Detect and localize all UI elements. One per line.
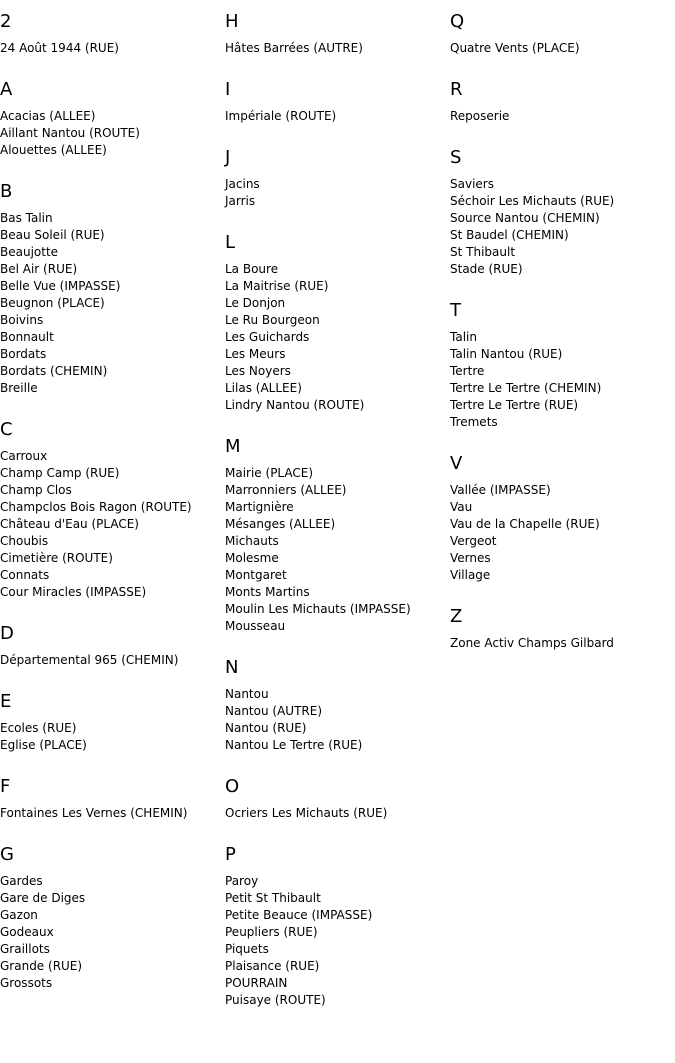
index-column xyxy=(0,10,225,1013)
letter-section xyxy=(450,605,675,652)
street-list xyxy=(225,176,450,210)
street-item: Petit St Thibault xyxy=(225,891,321,905)
street-list xyxy=(0,448,225,601)
street-item: Alouettes (ALLEE) xyxy=(0,143,107,157)
street-item: Bas Talin xyxy=(0,211,53,225)
letter-heading: M xyxy=(225,436,241,457)
letter-heading: 2 xyxy=(0,11,12,32)
street-list xyxy=(225,108,450,125)
letter-section xyxy=(450,78,675,125)
street-item: Beugnon (PLACE) xyxy=(0,296,105,310)
index-column xyxy=(225,10,450,1030)
street-list xyxy=(225,805,450,822)
letter-section xyxy=(0,690,225,754)
street-item: Champ Clos xyxy=(0,483,72,497)
street-item: Breille xyxy=(0,381,38,395)
letter-heading: J xyxy=(225,147,231,168)
street-item: Grossots xyxy=(0,976,53,990)
letter-section xyxy=(0,843,225,992)
street-item: Mésanges (ALLEE) xyxy=(225,517,336,531)
street-item: Lilas (ALLEE) xyxy=(225,381,302,395)
street-list xyxy=(0,873,225,992)
street-list xyxy=(225,686,450,754)
street-item: Vergeot xyxy=(450,534,497,548)
street-item: Zone Activ Champs Gilbard xyxy=(450,636,614,650)
street-item: Jarris xyxy=(225,194,256,208)
street-item: Carroux xyxy=(0,449,48,463)
street-item: Nantou (AUTRE) xyxy=(225,704,323,718)
street-item: Ecoles (RUE) xyxy=(0,721,77,735)
street-item: Godeaux xyxy=(0,925,54,939)
street-item: Les Guichards xyxy=(225,330,310,344)
street-item: Départemental 965 (CHEMIN) xyxy=(0,653,179,667)
letter-heading: C xyxy=(0,419,13,440)
street-item: Tertre Le Tertre (RUE) xyxy=(450,398,579,412)
street-item: Château d'Eau (PLACE) xyxy=(0,517,139,531)
street-item: Piquets xyxy=(225,942,269,956)
letter-section xyxy=(0,10,225,57)
street-item: Village xyxy=(450,568,491,582)
street-item: Monts Martins xyxy=(225,585,310,599)
letter-section xyxy=(225,10,450,57)
street-item: Cimetière (ROUTE) xyxy=(0,551,113,565)
street-item: Paroy xyxy=(225,874,259,888)
street-list xyxy=(0,210,225,397)
letter-heading: I xyxy=(225,79,231,100)
letter-heading: G xyxy=(0,844,14,865)
letter-section xyxy=(0,418,225,601)
letter-heading: N xyxy=(225,657,239,678)
street-item: Acacias (ALLEE) xyxy=(0,109,96,123)
street-item: Vallée (IMPASSE) xyxy=(450,483,551,497)
letter-heading: Z xyxy=(450,606,463,627)
letter-heading: D xyxy=(0,623,14,644)
street-item: Source Nantou (CHEMIN) xyxy=(450,211,600,225)
street-list xyxy=(225,40,450,57)
street-item: Reposerie xyxy=(450,109,510,123)
street-item: Talin Nantou (RUE) xyxy=(450,347,563,361)
street-item: Les Meurs xyxy=(225,347,286,361)
street-item: St Baudel (CHEMIN) xyxy=(450,228,569,242)
street-item: Beau Soleil (RUE) xyxy=(0,228,105,242)
letter-heading: S xyxy=(450,147,462,168)
letter-section xyxy=(0,78,225,159)
letter-heading: T xyxy=(450,300,461,321)
street-item: Michauts xyxy=(225,534,279,548)
street-list xyxy=(450,176,675,278)
street-item: Mousseau xyxy=(225,619,286,633)
street-item: Cour Miracles (IMPASSE) xyxy=(0,585,147,599)
street-item: Séchoir Les Michauts (RUE) xyxy=(450,194,615,208)
street-item: Hâtes Barrées (AUTRE) xyxy=(225,41,363,55)
street-item: St Thibault xyxy=(450,245,516,259)
street-item: Plaisance (RUE) xyxy=(225,959,320,973)
street-item: Stade (RUE) xyxy=(450,262,523,276)
street-item: Gazon xyxy=(0,908,38,922)
letter-heading: V xyxy=(450,453,463,474)
street-item: Gare de Diges xyxy=(0,891,86,905)
street-item: Gardes xyxy=(0,874,43,888)
street-list xyxy=(225,873,450,1009)
index-column xyxy=(450,10,675,673)
letter-section xyxy=(225,843,450,1009)
street-item: Petite Beauce (IMPASSE) xyxy=(225,908,373,922)
street-item: Vau xyxy=(450,500,473,514)
letter-section xyxy=(225,435,450,635)
letter-section xyxy=(0,180,225,397)
street-item: Fontaines Les Vernes (CHEMIN) xyxy=(0,806,188,820)
street-item: Impériale (ROUTE) xyxy=(225,109,337,123)
street-item: Champclos Bois Ragon (ROUTE) xyxy=(0,500,192,514)
street-list xyxy=(0,40,225,57)
street-item: Nantou xyxy=(225,687,269,701)
street-item: Connats xyxy=(0,568,50,582)
street-item: Talin xyxy=(450,330,477,344)
street-item: Belle Vue (IMPASSE) xyxy=(0,279,121,293)
street-item: Bordats xyxy=(0,347,47,361)
street-item: Bel Air (RUE) xyxy=(0,262,78,276)
street-item: Beaujotte xyxy=(0,245,59,259)
street-list xyxy=(0,805,225,822)
letter-heading: E xyxy=(0,691,12,712)
street-item: Grande (RUE) xyxy=(0,959,83,973)
street-list xyxy=(450,108,675,125)
street-item: Bonnault xyxy=(0,330,54,344)
letter-heading: A xyxy=(0,79,13,100)
street-item: Martignière xyxy=(225,500,294,514)
letter-section xyxy=(225,78,450,125)
street-item: Montgaret xyxy=(225,568,287,582)
letter-heading: O xyxy=(225,776,240,797)
letter-heading: P xyxy=(225,844,236,865)
letter-section xyxy=(225,775,450,822)
street-item: Bordats (CHEMIN) xyxy=(0,364,108,378)
street-item: Tremets xyxy=(450,415,498,429)
street-item: Lindry Nantou (ROUTE) xyxy=(225,398,365,412)
street-item: Graillots xyxy=(0,942,50,956)
letter-heading: R xyxy=(450,79,463,100)
letter-section xyxy=(450,146,675,278)
street-list xyxy=(450,329,675,431)
street-item: Saviers xyxy=(450,177,494,191)
street-item: Marronniers (ALLEE) xyxy=(225,483,347,497)
letter-section xyxy=(225,146,450,210)
letter-heading: H xyxy=(225,11,239,32)
street-item: Boivins xyxy=(0,313,44,327)
street-list xyxy=(225,261,450,414)
street-item: Vau de la Chapelle (RUE) xyxy=(450,517,600,531)
letter-section xyxy=(450,452,675,584)
street-item: Molesme xyxy=(225,551,279,565)
street-list xyxy=(225,465,450,635)
street-item: Jacins xyxy=(225,177,260,191)
street-item: Nantou (RUE) xyxy=(225,721,307,735)
letter-section xyxy=(0,775,225,822)
street-item: Ocriers Les Michauts (RUE) xyxy=(225,806,388,820)
street-item: Quatre Vents (PLACE) xyxy=(450,41,580,55)
street-list xyxy=(450,482,675,584)
street-item: Vernes xyxy=(450,551,491,565)
street-item: Tertre xyxy=(450,364,485,378)
street-item: Les Noyers xyxy=(225,364,291,378)
street-item: Mairie (PLACE) xyxy=(225,466,314,480)
street-item: Le Donjon xyxy=(225,296,286,310)
street-item: Eglise (PLACE) xyxy=(0,738,87,752)
letter-section xyxy=(450,10,675,57)
street-list xyxy=(450,40,675,57)
letter-heading: B xyxy=(0,181,13,202)
street-item: Tertre Le Tertre (CHEMIN) xyxy=(450,381,602,395)
street-list xyxy=(450,635,675,652)
letter-heading: F xyxy=(0,776,11,797)
street-item: La Maitrise (RUE) xyxy=(225,279,329,293)
street-item: POURRAIN xyxy=(225,976,288,990)
street-item: Peupliers (RUE) xyxy=(225,925,318,939)
street-item: Champ Camp (RUE) xyxy=(0,466,120,480)
letter-section xyxy=(450,299,675,431)
street-list xyxy=(0,652,225,669)
letter-heading: L xyxy=(225,232,236,253)
street-item: La Boure xyxy=(225,262,279,276)
letter-section xyxy=(225,656,450,754)
street-item: Moulin Les Michauts (IMPASSE) xyxy=(225,602,411,616)
letter-section xyxy=(225,231,450,414)
street-item: Nantou Le Tertre (RUE) xyxy=(225,738,363,752)
street-item: Puisaye (ROUTE) xyxy=(225,993,326,1007)
letter-section xyxy=(0,622,225,669)
street-item: 24 Août 1944 (RUE) xyxy=(0,41,119,55)
street-item: Choubis xyxy=(0,534,49,548)
street-list xyxy=(0,720,225,754)
letter-heading: Q xyxy=(450,11,465,32)
street-list xyxy=(0,108,225,159)
street-item: Aillant Nantou (ROUTE) xyxy=(0,126,140,140)
street-item: Le Ru Bourgeon xyxy=(225,313,320,327)
